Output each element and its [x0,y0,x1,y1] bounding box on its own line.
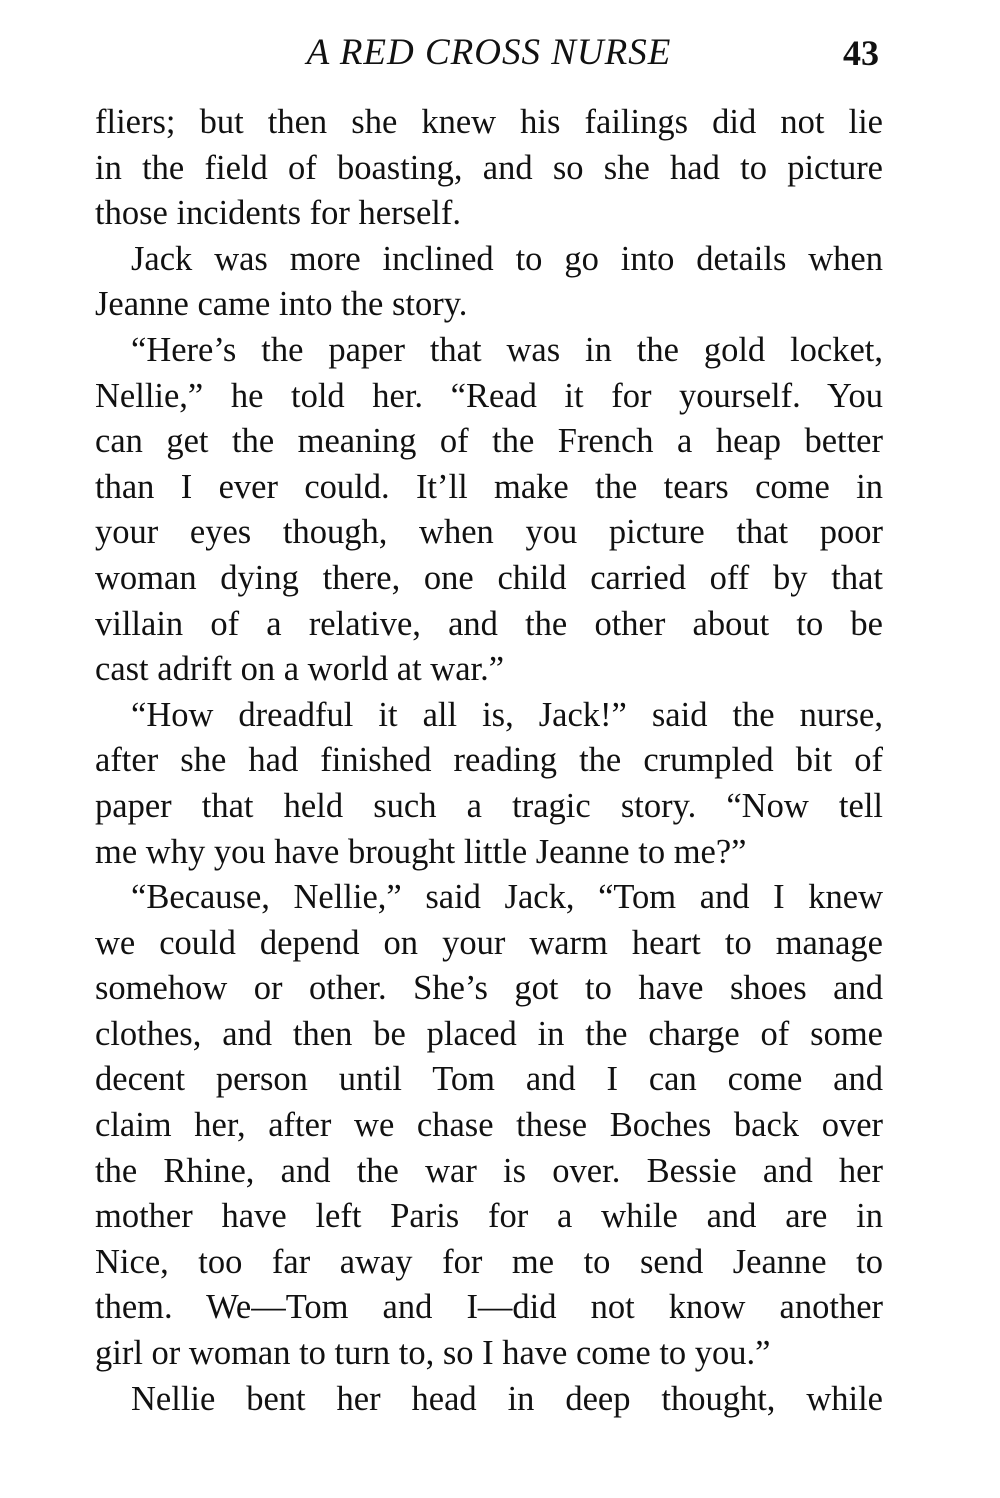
text-line: cast adrift on a world at war.” [95,650,505,689]
text-line: clothes, and then be placed in the charge of some [95,1014,883,1053]
body-text [95,100,883,1422]
text-line: “Because, Nellie,” said Jack, “Tom and I knew [131,878,883,917]
text-line: in the field of boasting, and so she had to picture [95,148,883,187]
text-line: Nice, too far away for me to send Jeanne to [95,1242,883,1281]
text-line: “How dreadful it all is, Jack!” said the nurse, [131,695,883,734]
text-line: can get the meaning of the French a heap better [95,422,883,461]
text-line: Nellie,” he told her. “Read it for yourself. You [95,376,883,415]
book-page [95,30,883,1422]
text-line: Nellie bent her head in deep thought, while [131,1379,883,1418]
text-line: me why you have brought little Jeanne to me?” [95,832,747,871]
text-line: decent person until Tom and I can come and [95,1060,883,1099]
text-line: we could depend on your warm heart to manage [95,923,883,962]
text-line: woman dying there, one child carried off by that [95,558,883,597]
text-line: “Here’s the paper that was in the gold locket, [131,330,883,369]
text-line: Jeanne came into the story. [95,285,468,324]
text-line: those incidents for herself. [95,194,461,233]
page-number: 43 [843,33,879,73]
text-line: after she had finished reading the crumpled bit of [95,741,883,780]
text-line: Jack was more inclined to go into details when [131,239,883,278]
text-line: than I ever could. It’ll make the tears come in [95,467,883,506]
text-line: villain of a relative, and the other about to be [95,604,883,643]
running-title: A RED CROSS NURSE [306,32,672,73]
page-header [95,30,883,80]
text-line: paper that held such a tragic story. “Now tell [95,786,883,825]
text-line: claim her, after we chase these Boches back over [95,1106,883,1145]
text-line: somehow or other. She’s got to have shoes and [95,969,883,1008]
text-line: them. We—Tom and I—did not know another [95,1288,883,1327]
text-line: fliers; but then she knew his failings did not lie [95,103,883,141]
text-line: mother have left Paris for a while and are in [95,1197,883,1236]
text-line: girl or woman to turn to, so I have come to you.” [95,1334,771,1373]
text-line: the Rhine, and the war is over. Bessie and her [95,1151,883,1190]
text-line: your eyes though, when you picture that poor [95,513,883,552]
